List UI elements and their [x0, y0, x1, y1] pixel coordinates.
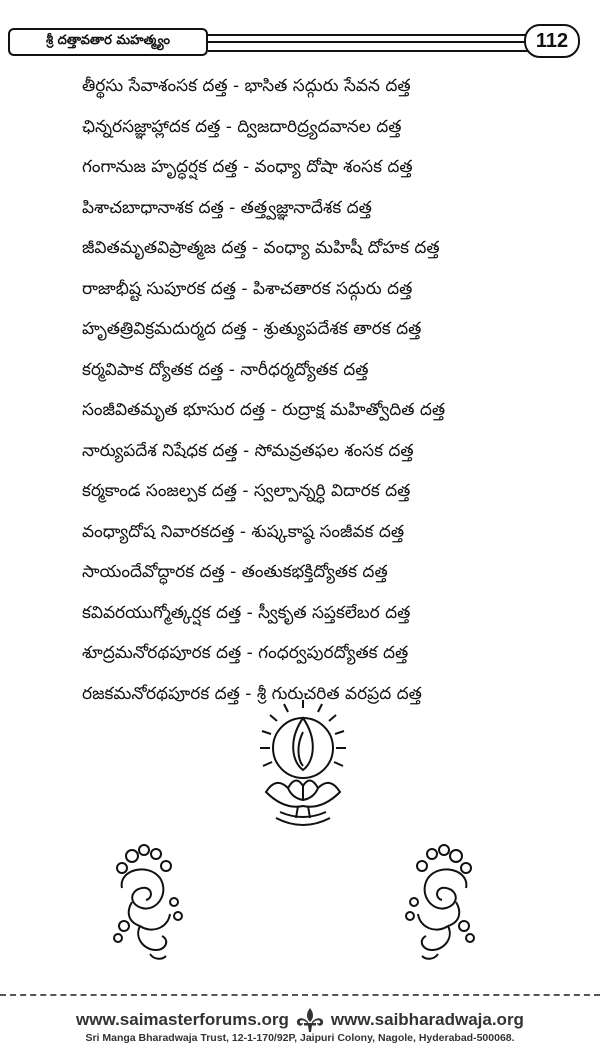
oil-lamp-icon	[258, 700, 348, 840]
verse-line: రజకమనోరథపూరక దత్త - శ్రీ గురుచరిత వరప్రద దత్త	[82, 683, 422, 704]
site-link-left[interactable]: www.saimasterforums.org	[76, 1010, 289, 1029]
footer-links	[0, 1008, 600, 1032]
verse-line: నార్యుపదేశ నిషేధక దత్త - సోమవ్రతఫల శంసక దత్త	[82, 440, 414, 461]
verse-line: పిశాచబాధానాశక దత్త - తత్త్వజ్ఞానాదేశక దత్త	[82, 197, 372, 218]
verse-line: జీవితమృతవిప్రాత్మజ దత్త - వంధ్యా మహిషీ దోహక దత్త	[82, 238, 440, 258]
verse-line: కవివరయుగ్మోత్కర్షక దత్త - స్వీకృత సప్తకలేబర దత్త	[82, 602, 411, 623]
verse-line: సంజీవితమృత భూసుర దత్త - రుద్రాక్ష మహిత్వోదిత దత్త	[82, 400, 446, 420]
header-rules	[208, 34, 528, 52]
page-header	[8, 22, 592, 62]
verse-line: వంధ్యాదోష నివారకదత్త - శుష్కకాష్ఠ సంజీవక దత్త	[82, 521, 405, 542]
floral-vine-icon	[400, 842, 480, 964]
verse-line: రాజాభీష్ట సుపూరక దత్త - పిశాచతారక సద్గురు దత్త	[82, 278, 413, 299]
verse-line: తీర్థసు సేవాశంసక దత్త - భాసిత సద్గురు సేవన దత్త	[82, 76, 411, 96]
book-title: శ్రీ దత్తావతార మహత్మ్యం	[8, 28, 208, 56]
page-number: 112	[524, 24, 580, 58]
verse-line: శూద్రమనోరథపూరక దత్త - గంధర్వపురద్యోతక దత్త	[82, 643, 409, 663]
site-link-right[interactable]: www.saibharadwaja.org	[330, 1010, 524, 1029]
verse-line: గంగానుజ హృద్ధర్షక దత్త - వంధ్యా దోషా శంసక దత్త	[82, 157, 413, 177]
verse-line: హృతత్రివిక్రమదుర్మద దత్త - శ్రుత్యుపదేశక తారక దత్త	[82, 319, 422, 339]
verse-line: కర్మవిపాక ద్యోతక దత్త - నారీధర్మద్యోతక దత్త	[82, 359, 369, 380]
verse-line: సాయందేవోద్ధారక దత్త - తంతుకభక్తిద్యోతక దత్త	[82, 562, 388, 582]
verse-line: కర్మకాండ సంజల్పక దత్త - స్వల్పాన్నర్ధి విదారక దత్త	[82, 481, 411, 501]
footer-divider	[0, 994, 600, 996]
verse-list	[82, 66, 582, 714]
fleur-de-lis-icon	[295, 1007, 325, 1033]
floral-vine-icon	[108, 842, 188, 964]
verse-line: ఛిన్నరసజ్ఞాహ్లాదక దత్త - ద్విజదారిద్ర్యదవానల దత్త	[82, 116, 402, 137]
trust-address: Sri Manga Bharadwaja Trust, 12-1-170/92P, Jaipuri Colony, Nagole, Hyderabad-500068.	[85, 1032, 515, 1044]
